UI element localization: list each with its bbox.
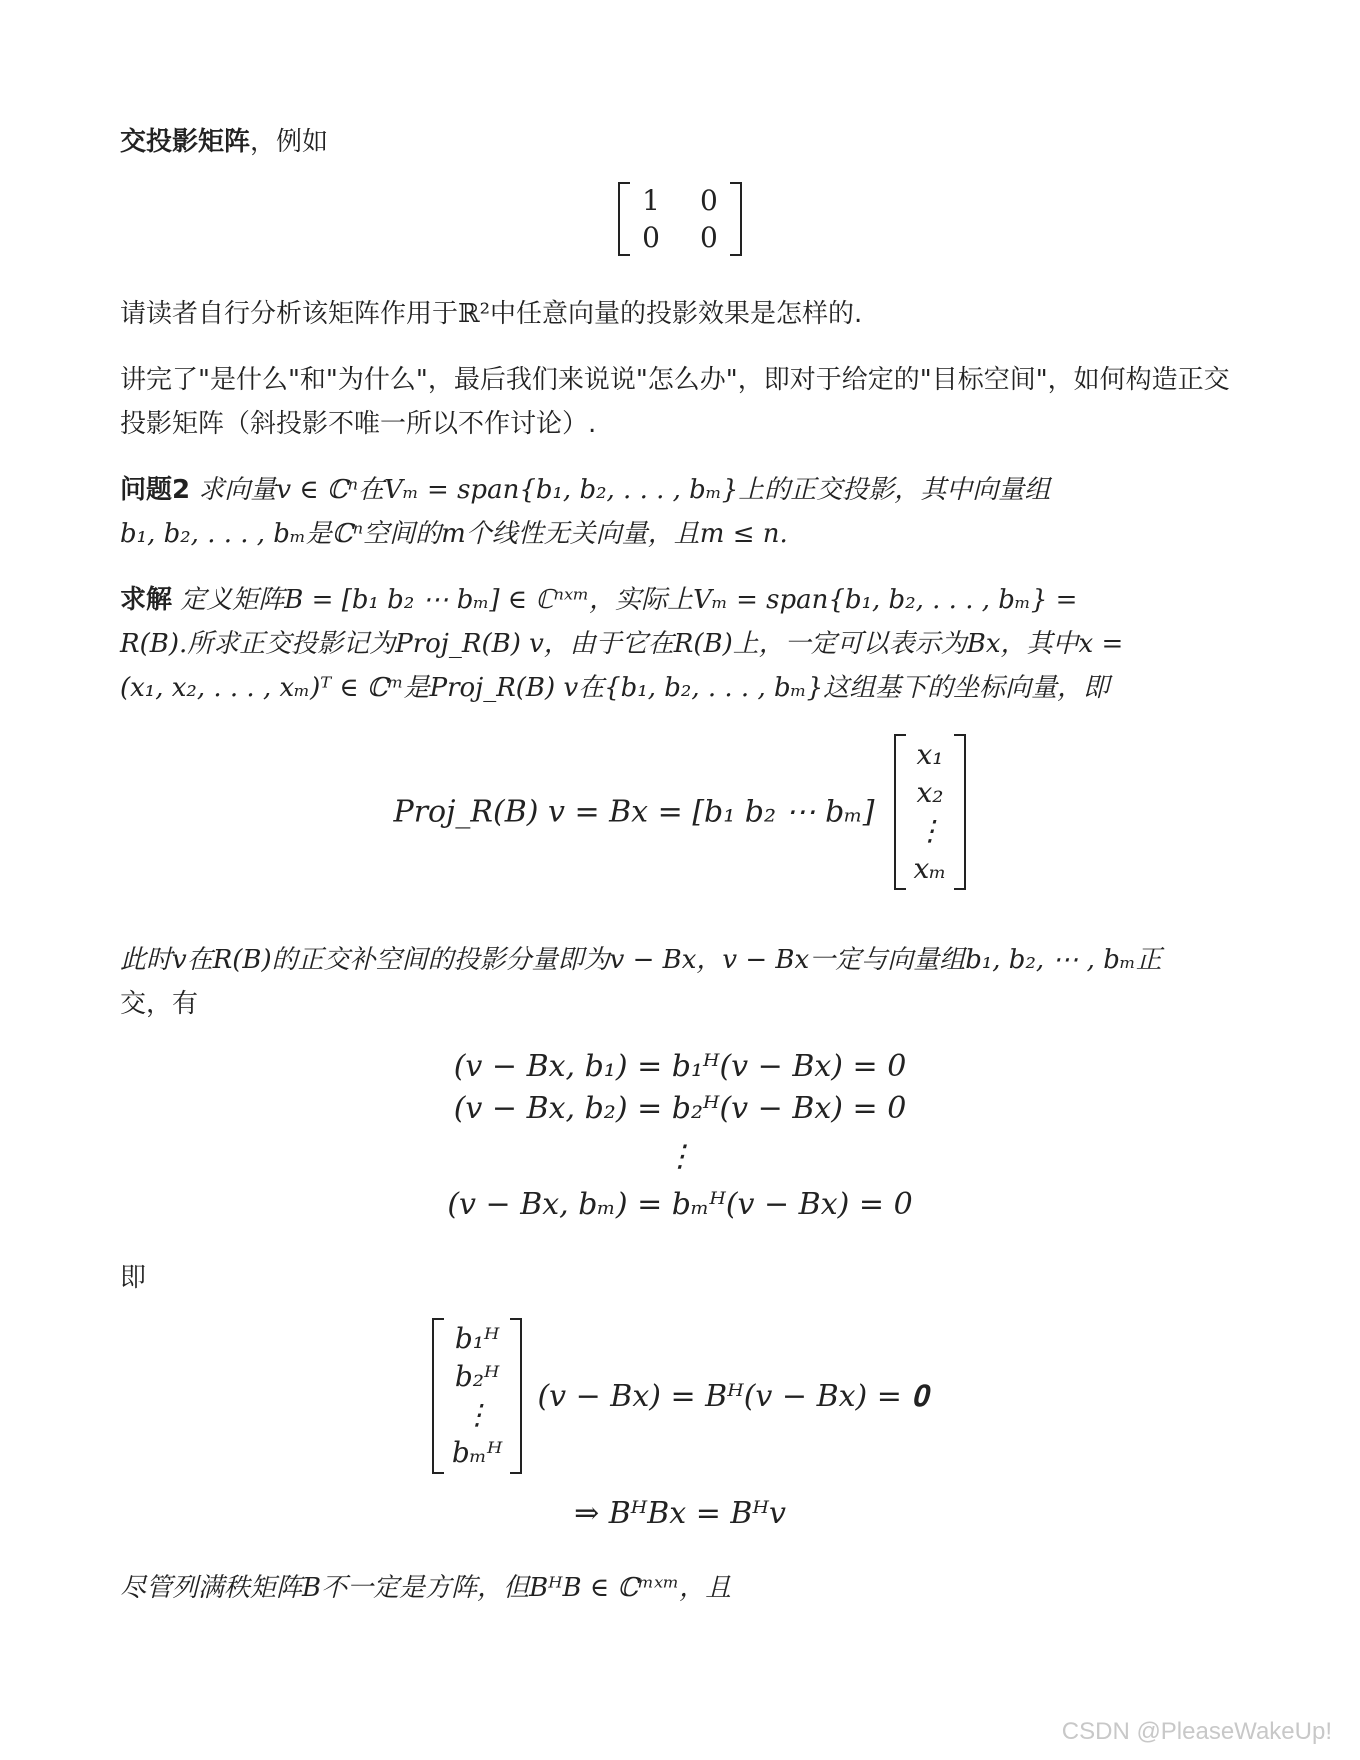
system-row: ⋮ bbox=[665, 1139, 695, 1174]
solution-line-1 bbox=[120, 578, 1240, 622]
closing-line bbox=[120, 1566, 1240, 1610]
projection-equation bbox=[0, 734, 1360, 890]
solution-text-1: 定义矩阵B = [b₁ b₂ ⋯ bₘ] ∈ ℂⁿˣᵐ，实际上Vₘ = span{b₁, b₂, . . . , bₘ} = bbox=[180, 585, 1078, 615]
problem-line-1 bbox=[120, 468, 1240, 512]
problem-text-2: b₁, b₂, . . . , bₘ是ℂⁿ空间的m个线性无关向量，且m ≤ n. bbox=[120, 519, 788, 549]
problem-label: 问题2 bbox=[120, 475, 191, 505]
vector-entry: ⋮ bbox=[915, 814, 944, 847]
vector-entry: xₘ bbox=[913, 852, 947, 885]
system-row: (v − Bx, b₁) = b₁ᴴ(v − Bx) = 0 bbox=[453, 1049, 907, 1084]
projection-lhs: Proj_R(B) v = Bx = [b₁ b₂ ⋯ bₘ] bbox=[393, 794, 875, 830]
system-row: (v − Bx, bₘ) = bₘᴴ(v − Bx) = 0 bbox=[447, 1187, 913, 1222]
intro-bold: 交投影矩阵 bbox=[120, 127, 251, 157]
normal-equation bbox=[0, 1318, 1360, 1474]
intro-line bbox=[120, 120, 1240, 164]
solution-label: 求解 bbox=[120, 585, 173, 615]
column-entry: ⋮ bbox=[463, 1398, 492, 1431]
solution-line-3 bbox=[120, 666, 1240, 710]
system-row: (v − Bx, b₂) = b₂ᴴ(v − Bx) = 0 bbox=[453, 1091, 907, 1126]
problem-text-1: 求向量v ∈ ℂⁿ在Vₘ = span{b₁, b₂, . . . , bₘ}上的正交投影，其中向量组 bbox=[198, 475, 1051, 505]
matrix-cell: 0 bbox=[700, 221, 718, 254]
reader-note-pre: 请读者自行分析该矩阵作用于 bbox=[120, 299, 459, 329]
watermark: CSDN @PleaseWakeUp! bbox=[1061, 1718, 1332, 1745]
example-matrix bbox=[0, 182, 1360, 256]
complement-line-1 bbox=[120, 938, 1240, 982]
normal-eq-rhs: (v − Bx) = Bᴴ(v − Bx) = 𝟎 bbox=[537, 1378, 929, 1414]
problem-line-2 bbox=[120, 512, 1240, 556]
bh-column bbox=[444, 1318, 510, 1474]
transition-line-1: 讲完了"是什么"和"为什么"，最后我们来说说"怎么办"，即对于给定的"目标空间"，如何构造正交 bbox=[120, 365, 1230, 395]
reader-note bbox=[120, 292, 1240, 336]
coordinate-vector bbox=[906, 734, 955, 890]
column-entry: b₂ᴴ bbox=[454, 1360, 500, 1393]
complement-text-1: 此时v在R(B)的正交补空间的投影分量即为v − Bx，v − Bx一定与向量组b₁, b₂, ⋯ , bₘ正 bbox=[120, 945, 1162, 975]
reader-note-post: 中任意向量的投影效果是怎样的. bbox=[490, 299, 863, 329]
intro-rest: ，例如 bbox=[250, 127, 329, 157]
reader-note-space: ℝ² bbox=[458, 299, 491, 329]
vector-entry: x₁ bbox=[916, 738, 944, 771]
vector-entry: x₂ bbox=[916, 776, 944, 809]
column-entry: b₁ᴴ bbox=[454, 1322, 500, 1355]
ji-word: 即 bbox=[120, 1263, 147, 1293]
orthogonality-system bbox=[0, 1046, 1360, 1226]
normal-eq-implies: ⇒ BᴴBx = Bᴴv bbox=[574, 1496, 786, 1531]
matrix-cell: 1 bbox=[642, 184, 660, 217]
matrix-cell: 0 bbox=[700, 184, 718, 217]
transition-line-2: 投影矩阵（斜投影不唯一所以不作讨论）. bbox=[120, 409, 597, 439]
solution-text-3: (x₁, x₂, . . . , xₘ)ᵀ ∈ ℂᵐ是Proj_R(B) v在{b₁, b₂, . . . , bₘ}这组基下的坐标向量，即 bbox=[120, 673, 1110, 703]
complement-line-2: 交，有 bbox=[120, 989, 199, 1019]
solution-text-2: R(B).所求正交投影记为Proj_R(B) v，由于它在R(B)上，一定可以表示为Bx，其中x = bbox=[120, 629, 1124, 659]
solution-line-2 bbox=[120, 622, 1240, 666]
column-entry: bₘᴴ bbox=[451, 1436, 503, 1469]
matrix-cell: 0 bbox=[642, 221, 660, 254]
closing-text: 尽管列满秩矩阵B不一定是方阵，但BᴴB ∈ ℂᵐˣᵐ，且 bbox=[120, 1573, 732, 1603]
